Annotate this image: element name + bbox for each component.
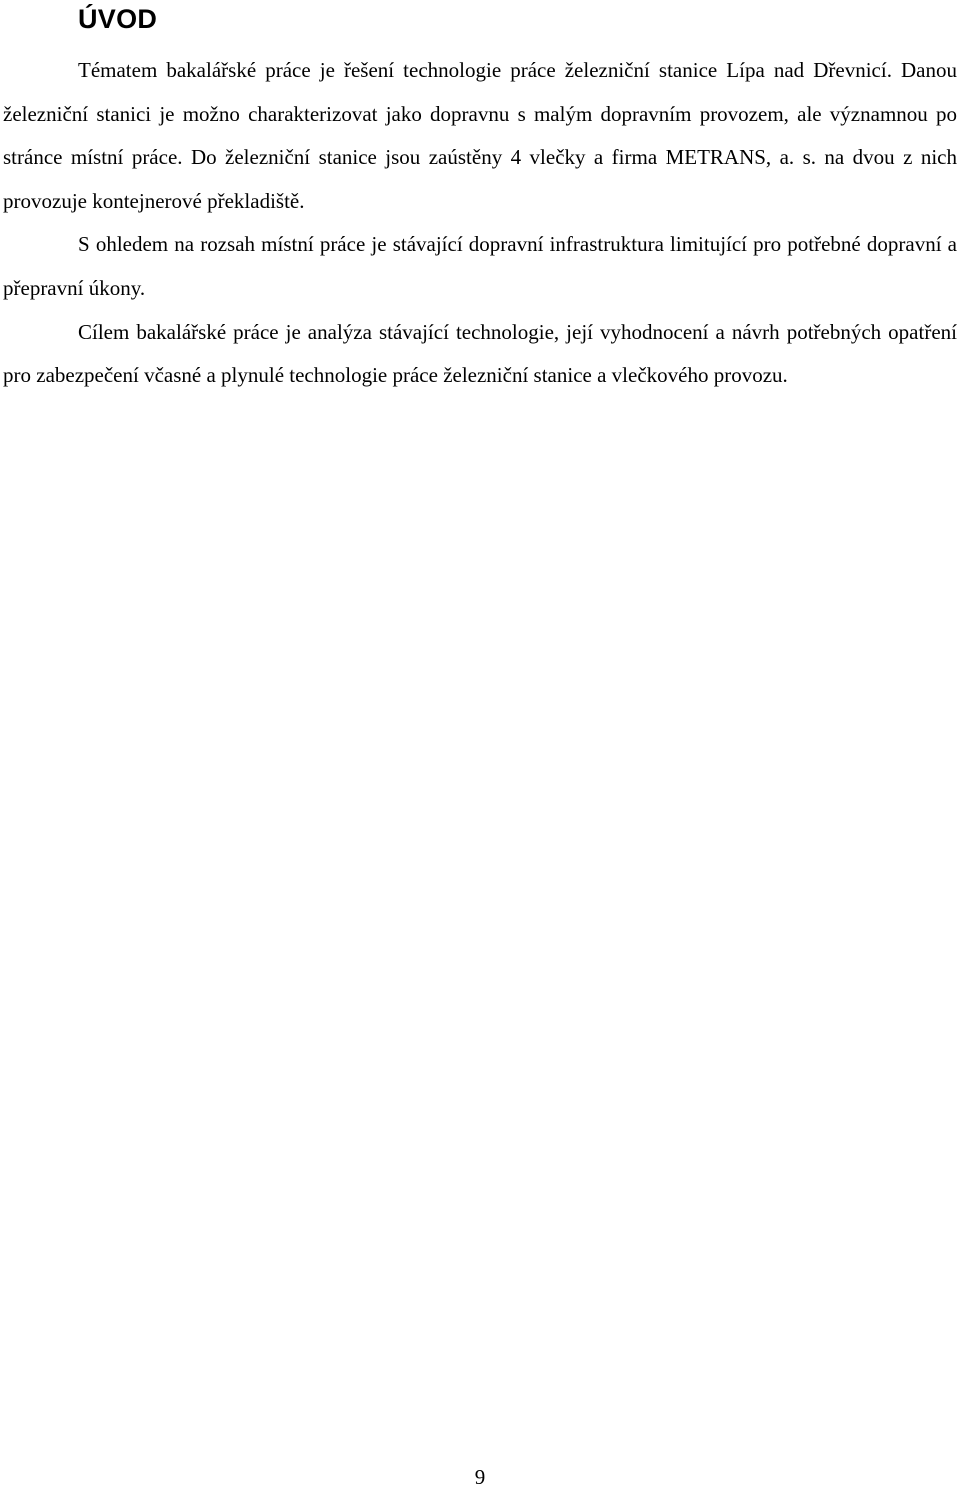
paragraph-intro: Tématem bakalářské práce je řešení technologie práce železniční stanice Lípa nad Dřevnicí. Danou železniční stanici je možno charakterizovat jako dopravnu s malým dopravním provozem, ale významnou po stránce místní práce. Do železniční stanice jsou zaústěny 4 vlečky a firma METRANS, a. s. na dvou z nich provozuje kontejnerové překladiště.: [3, 58, 957, 213]
page-number: 9: [474, 1465, 486, 1489]
section-heading: ÚVOD: [78, 4, 158, 34]
body-text: [3, 49, 957, 398]
paragraph-infrastructure: S ohledem na rozsah místní práce je stávající dopravní infrastruktura limitující pro potřebné dopravní a přepravní úkony.: [3, 232, 957, 300]
paragraph-goal: Cílem bakalářské práce je analýza stávající technologie, její vyhodnocení a návrh potřebných opatření pro zabezpečení včasné a plynulé technologie práce železniční stanice a vlečkového provozu.: [3, 319, 957, 388]
